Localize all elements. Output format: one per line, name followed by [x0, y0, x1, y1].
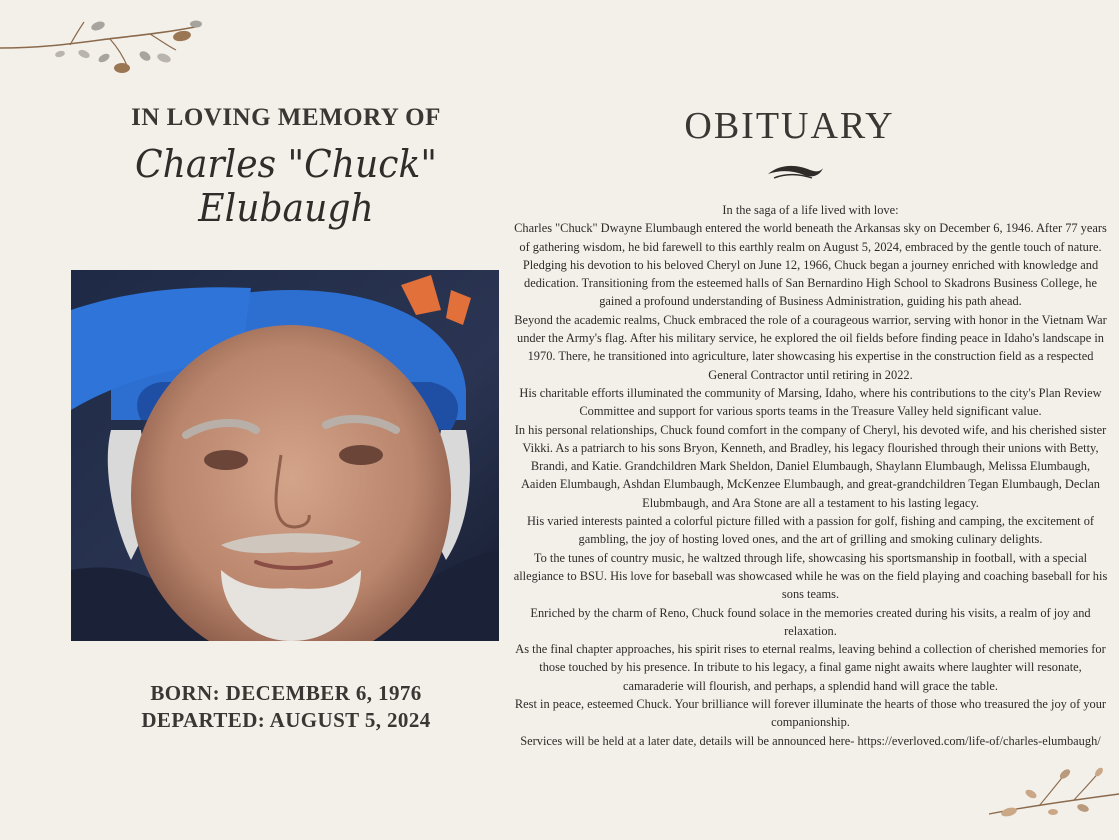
obituary-paragraph: Beyond the academic realms, Chuck embraced the role of a courageous warrior, serving with honor in the Vietnam War under the Army's flag. After his military service, he explored the oil fields before finding peace in Idaho's landscape in 1970. There, he transitioned into agriculture, later showcasing his expertise in the construction field as a respected General Contractor until retiring in 2022. [514, 312, 1107, 382]
obituary-paragraph: As the final chapter approaches, his spirit rises to eternal realms, leaving behind a collection of cherished memories for those touched by his presence. In tribute to his legacy, a final game night awaits where laughter will resonate, camaraderie will flourish, and perhaps, a splendid hand will grace the table. [515, 642, 1106, 693]
obituary-paragraph: Rest in peace, esteemed Chuck. Your brilliance will forever illuminate the hearts of those who treasured the joy of your companionship. [514, 697, 1107, 730]
obituary-paragraph: In the saga of a life lived with love: [722, 203, 899, 217]
obituary-paragraph: Enriched by the charm of Reno, Chuck found solace in the memories created during his visits, a realm of joy and relaxation. [530, 605, 1091, 638]
branch-icon [979, 764, 1119, 824]
obituary-paragraph: His charitable efforts illuminated the community of Marsing, Idaho, where his contributions to the city's Plan Review Committee and support for various sports teams in the Treasure Valley held significant value. [519, 385, 1102, 419]
services-note: Services will be held at a later date, details will be announced here- https://everloved.com/life-of/charles-elumbaugh/ [520, 733, 1101, 748]
portrait-photo [71, 270, 499, 641]
branch-icon [0, 18, 215, 80]
obituary-paragraph: His varied interests painted a colorful picture filled with a passion for golf, fishing and camping, the excitement of gambling, the joy of hosting loved ones, and the art of grilling and smoking culinary delights. [526, 514, 1095, 547]
obituary-title: OBITUARY [684, 105, 895, 147]
born-date: BORN: DECEMBER 6, 1976 [150, 681, 422, 705]
obituary-paragraph: To the tunes of country music, he waltzed through life, showcasing his sportsmanship in football, with a special allegiance to BSU. His love for baseball was showcased while he was on the field playing and coaching baseball for his sons teams. [513, 550, 1108, 602]
flourish-icon [766, 160, 824, 182]
obituary-paragraph: Pledging his devotion to his beloved Cheryl on June 12, 1966, Chuck began a journey enriched with knowledge and dedication. Transitioning from the esteemed halls of San Bernardino High School to Skadrons Business College, he gained a profound understanding of Business Administration, guiding his path ahead. [522, 257, 1099, 309]
obituary-paragraph: Charles "Chuck" Dwayne Elumbaugh entered the world beneath the Arkansas sky on December 6, 1946. After 77 years of gathering wisdom, he bid farewell to this earthly realm on August 5, 2024, embraced by the gentle touch of nature. [514, 221, 1107, 254]
obituary-body [512, 201, 1109, 750]
deceased-name: Charles "Chuck" Elubaugh [134, 142, 437, 230]
memory-heading: IN LOVING MEMORY OF [131, 104, 441, 131]
obituary-paragraph: In his personal relationships, Chuck found comfort in the company of Cheryl, his devoted wife, and his cherished sister Vikki. As a patriarch to his sons Bryon, Kenneth, and Bradley, his legacy flourished through their unions with Betty, Brandi, and Katie. Grandchildren Mark Sheldon, Daniel Elumbaugh, Shaylann Elumbaugh, Melissa Elumbaugh, Aaiden Elumbaugh, Ashdan Elumbaugh, McKenzee Elumbaugh, and great-grandchildren Tegan Elumbaugh, Declan Elubmbaugh, and Ara Stone are all a testament to his lasting legacy. [514, 422, 1107, 510]
dates [70, 680, 502, 734]
departed-date: DEPARTED: AUGUST 5, 2024 [141, 708, 431, 732]
